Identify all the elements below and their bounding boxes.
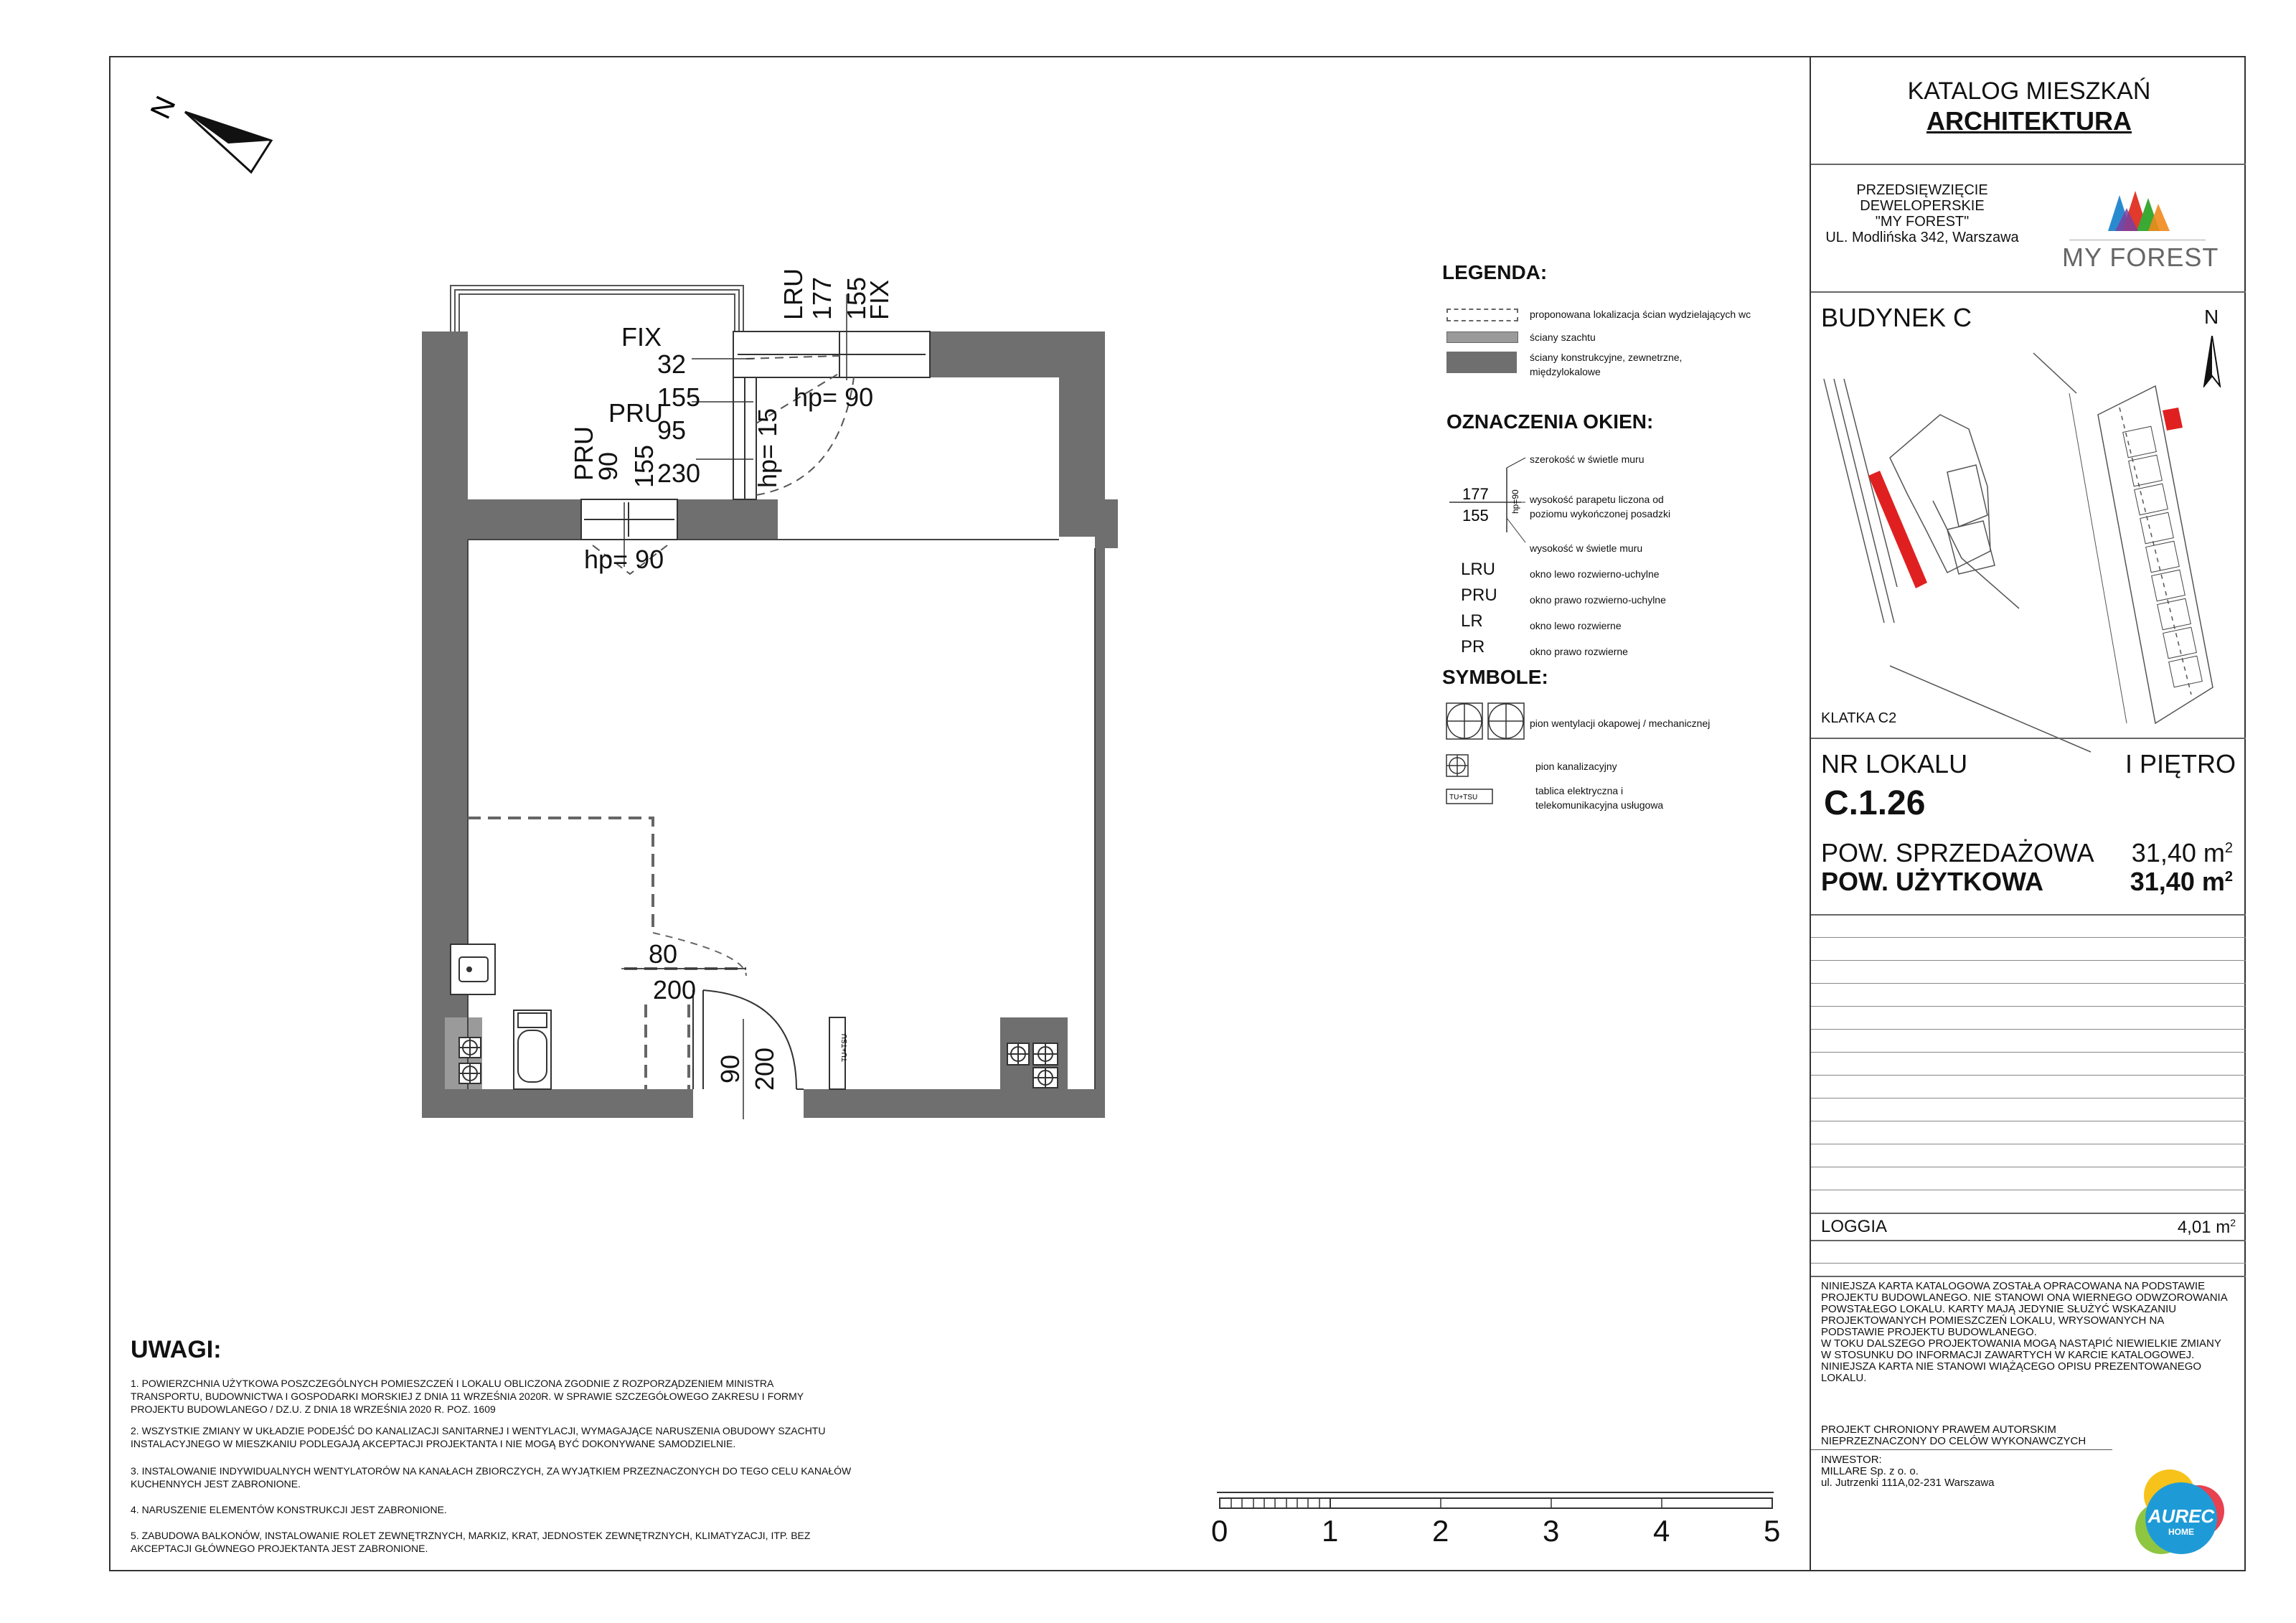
disclaimer-line: PROJEKTOWANYCH POMIESZCZEŃ LOKALU, WRYSOWANYCH NA <box>1821 1314 2165 1327</box>
scale-bar <box>1211 1492 1780 1548</box>
scale-3: 3 <box>1543 1514 1560 1548</box>
remark-line-9: 5. ZABUDOWA BALKONÓW, INSTALOWANIE ROLET ZEWNĘTRZNYCH, MARKIZ, KRAT, JEDNOSTEK ZEWNĘTRZNYCH, KLIMATYZACJI, ITP. BEZ <box>131 1530 811 1541</box>
wall-outlines <box>468 540 1095 1089</box>
aurec-logo-sub: HOME <box>2168 1527 2194 1537</box>
dim-pru-left-w: 90 <box>593 451 623 481</box>
window-type-desc-3: okno lewo rozwierne <box>1530 620 1622 631</box>
symbol-panel-code: TU+TSU <box>1449 794 1478 801</box>
remark-line-2: TRANSPORTU, BUDOWNICTWA I GOSPODARKI MORSKIEJ Z DNIA 11 WRZEŚNIA 2020R. W SPRAWIE SZCZEGÓŁOWEGO ZAKRESU I FORMY <box>131 1391 804 1402</box>
copyright-line-2: NIEPRZEZNACZONY DO CELÓW WYKONAWCZYCH <box>1821 1435 2086 1447</box>
symbol-vent-desc: pion wentylacji okapowej / mechanicznej <box>1530 718 1711 729</box>
disclaimer-line: PROJEKTU BUDOWLANEGO. NIE STANOWI ONA WIERNEGO ODWZOROWANIA <box>1821 1292 2228 1304</box>
project-line-2: DEWELOPERSKIE <box>1860 198 1985 214</box>
window-hp-desc-2: poziomu wykończonej posadzki <box>1530 508 1671 519</box>
north-label: N <box>2204 306 2219 328</box>
window-type-desc-2: okno prawo rozwierno-uchylne <box>1530 594 1666 606</box>
usable-area-label: POW. UŻYTKOWA <box>1821 867 2043 896</box>
legend-title: LEGENDA: <box>1442 261 1548 283</box>
remarks-title: UWAGI: <box>131 1336 222 1363</box>
title-block <box>1810 56 2246 1571</box>
window-width-desc: szerokość w świetle muru <box>1530 453 1645 465</box>
window-sample-hp: hp=90 <box>1510 489 1520 514</box>
investor-name: MILLARE Sp. z o. o. <box>1821 1465 1919 1477</box>
windows-title: OZNACZENIA OKIEN: <box>1446 410 1654 433</box>
compass-n-label: N <box>144 91 182 124</box>
dim-lru: LRU <box>778 268 808 320</box>
disclaimer-line: W STOSUNKU DO INFORMACJI ZAWARTYCH W KARCIE KATALOGOWEJ. <box>1821 1349 2195 1361</box>
dim-pru-left: PRU <box>569 425 598 481</box>
legend-swatch-wall <box>1446 352 1517 373</box>
dim-lru-h: 155 <box>842 276 871 320</box>
copyright-line-1: PROJEKT CHRONIONY PRAWEM AUTORSKIM <box>1821 1424 2056 1436</box>
usable-area-value: 31,40 $m^2$ <box>2130 867 2233 896</box>
staircase-label: KLATKA C2 <box>1821 710 1897 726</box>
legend-swatch-dashed <box>1446 309 1518 321</box>
remark-line-5: INSTALACYJNEGO W MIESZKANIU PODLEGAJĄ AKCEPTACJI PROJEKTANTA I NIE MOGĄ BYĆ DOKONYWANE SAMODZIELNIE. <box>131 1438 736 1449</box>
my-forest-logo-text: MY FOREST <box>2062 243 2219 272</box>
symbol-panel-desc-1: tablica elektryczna i <box>1535 785 1624 796</box>
aurec-logo <box>2131 1469 2229 1567</box>
legend-item-2: ściany szachtu <box>1530 331 1596 343</box>
my-forest-logo-icon <box>2101 188 2173 235</box>
legend-item-1: proponowana lokalizacja ścian wydzielających wc <box>1530 309 1751 320</box>
scale-4: 4 <box>1653 1514 1670 1548</box>
disclaimer-line: PODSTAWIE PROJEKTU BUDOWLANEGO. <box>1821 1326 2037 1338</box>
dim-fix1-w: 32 <box>657 349 687 379</box>
remark-line-3: PROJEKTU BUDOWLANEGO / DZ.U. Z DNIA 18 WRZEŚNIA 2020 R. POZ. 1609 <box>131 1403 496 1415</box>
unit-nr-label: NR LOKALU <box>1821 749 1968 778</box>
remark-line-7: KUCHENNYCH JEST ZABRONIONE. <box>131 1478 301 1490</box>
window-height-desc: wysokość w świetle muru <box>1530 542 1643 554</box>
investor-address: ul. Jutrzenki 111A,02-231 Warszawa <box>1821 1477 1995 1489</box>
dim-hp90-bottom: hp= 90 <box>584 545 664 574</box>
legend-item-3: ściany konstrukcyjne, zewnetrzne, <box>1530 352 1683 363</box>
disclaimer-line: NINIEJSZA KARTA KATALOGOWA ZOSTAŁA OPRACOWANA NA PODSTAWIE <box>1821 1280 2206 1292</box>
symbol-icons <box>1445 700 1531 815</box>
legend-swatch-shaft <box>1446 331 1518 343</box>
scale-5: 5 <box>1764 1514 1781 1548</box>
loggia-balustrade <box>451 286 743 331</box>
project-line-3: "MY FOREST" <box>1875 214 1970 230</box>
dim-hp15: hp= 15 <box>753 408 782 488</box>
disclaimer-line: W TOKU DALSZEGO PROJEKTOWANIA MOGĄ NASTĄPIĆ NIEWIELKIE ZMIANY <box>1821 1337 2221 1350</box>
dim-fix1: FIX <box>621 322 662 352</box>
sink <box>451 944 495 994</box>
aurec-logo-text: AUREC <box>2147 1505 2215 1527</box>
building-label: BUDYNEK C <box>1821 303 1972 332</box>
window-sample-h: 155 <box>1462 507 1489 524</box>
window-type-code-3: LR <box>1461 611 1483 631</box>
window-sample-diagram <box>1442 446 1528 554</box>
dim-door-w: 90 <box>715 1054 745 1083</box>
window-type-code-1: LRU <box>1461 560 1496 579</box>
window-type-desc-4: okno prawo rozwierne <box>1530 646 1628 657</box>
dim-fix2: FIX <box>865 279 894 320</box>
disclaimer-line: NINIEJSZA KARTA NIE STANOWI WIĄŻĄCEGO OPISU PREZENTOWANEGO <box>1821 1360 2202 1373</box>
dim-fix1-h: 155 <box>657 382 701 412</box>
dim-door-h: 200 <box>750 1047 779 1091</box>
compass <box>145 92 271 172</box>
unit-floor: I PIĘTRO <box>2125 749 2236 778</box>
remark-line-8: 4. NARUSZENIE ELEMENTÓW KONSTRUKCJI JEST ZABRONIONE. <box>131 1504 447 1515</box>
scale-2: 2 <box>1432 1514 1449 1548</box>
symbol-sewer-desc: pion kanalizacyjny <box>1535 761 1617 772</box>
unit-number: C.1.26 <box>1824 784 1926 822</box>
project-line-1: PRZEDSIĘWZIĘCIE <box>1856 182 1988 198</box>
loggia-label: LOGGIA <box>1821 1217 1888 1236</box>
symbol-panel-desc-2: telekomunikacyjna usługowa <box>1535 799 1664 811</box>
window-type-code-2: PRU <box>1461 585 1497 605</box>
project-address: UL. Modlińska 342, Warszawa <box>1825 230 2019 245</box>
scale-1: 1 <box>1322 1514 1339 1548</box>
dim-pru-top-h: 230 <box>657 458 701 488</box>
remark-line-6: 3. INSTALOWANIE INDYWIDUALNYCH WENTYLATORÓW NA KANAŁACH ZBIORCZYCH, ZA WYJĄTKIEM PRZEZNACZONYCH DO TEGO CELU KANAŁÓW <box>131 1465 852 1477</box>
remark-line-4: 2. WSZYSTKIE ZMIANY W UKŁADZIE PODEJŚĆ DO KANALIZACJI SANITARNEJ I WENTYLACJI, WYMAGAJĄCE NARUSZENIA OBUDOWY SZACHTU <box>131 1425 826 1436</box>
panel-label: TU+TSU <box>841 1033 849 1062</box>
window-type-desc-1: okno lewo rozwierno-uchylne <box>1530 568 1660 580</box>
sales-area-label: POW. SPRZEDAŻOWA <box>1821 838 2094 867</box>
scale-0: 0 <box>1211 1514 1228 1548</box>
toilet <box>514 1010 551 1089</box>
wc-proposed-walls <box>468 818 746 1089</box>
catalog-subtitle: ARCHITEKTURA <box>1926 106 2132 136</box>
dim-lru-w: 177 <box>807 276 837 320</box>
dim-pru-left-h: 155 <box>629 444 659 488</box>
window-top-lru <box>733 331 930 377</box>
legend-item-4: międzylokalowe <box>1530 366 1601 377</box>
dim-wc-w: 80 <box>649 939 678 969</box>
disclaimer-line: POWSTAŁEGO LOKALU. KARTY MAJĄ JEDYNIE SŁUŻYĆ WSKAZANIU <box>1821 1303 2177 1315</box>
window-type-code-4: PR <box>1461 637 1485 657</box>
remark-line-1: 1. POWIERZCHNIA UŻYTKOWA POSZCZEGÓLNYCH POMIESZCZEŃ I LOKALU OBLICZONA ZGODNIE Z ROZPORZĄDZENIEM MINISTRA <box>131 1378 774 1389</box>
entrance-door <box>693 990 804 1089</box>
window-bottom <box>581 499 677 540</box>
loggia-value: 4,01 $m^2$ <box>2177 1217 2236 1237</box>
catalog-title: KATALOG MIESZKAŃ <box>1907 77 2151 105</box>
remark-line-10: AKCEPTACJI GŁÓWNEGO PROJEKTANTA JEST ZABRONIONE. <box>131 1543 428 1554</box>
dim-hp90-top: hp= 90 <box>794 382 874 412</box>
dim-wc-h: 200 <box>653 975 697 1005</box>
window-sample-w: 177 <box>1462 485 1489 503</box>
sales-area-value: 31,40 $m^2$ <box>2131 838 2233 867</box>
window-hp-desc-1: wysokość parapetu liczona od <box>1530 494 1664 505</box>
dim-pru-top-w: 95 <box>657 415 687 445</box>
investor-label: INWESTOR: <box>1821 1454 1882 1466</box>
symbols-title: SYMBOLE: <box>1442 666 1548 688</box>
dim-pru-top: PRU <box>608 398 664 428</box>
disclaimer-line: LOKALU. <box>1821 1372 1867 1384</box>
